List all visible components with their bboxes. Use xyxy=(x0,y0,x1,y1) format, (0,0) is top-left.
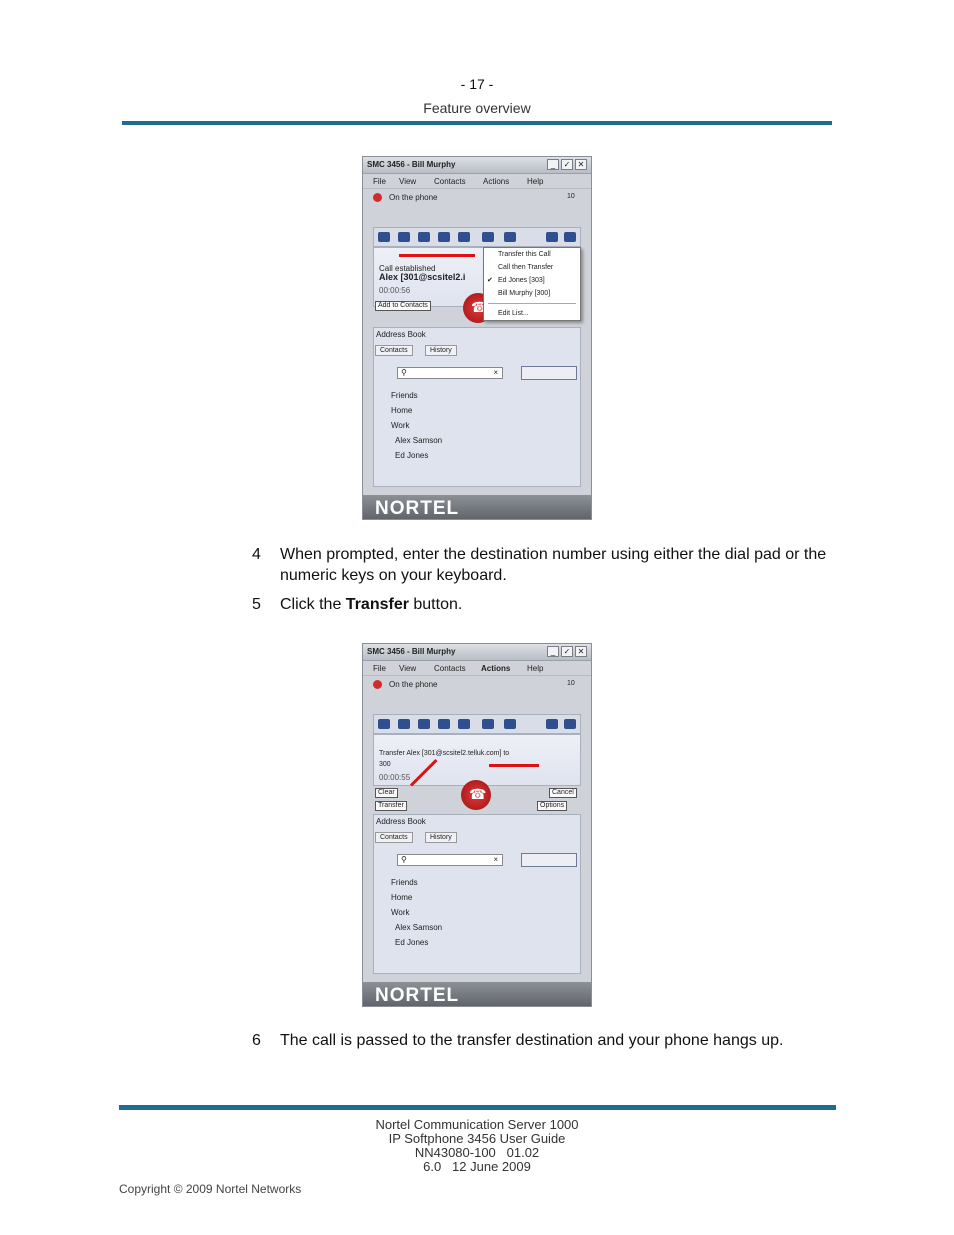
status-text[interactable]: On the phone xyxy=(389,680,438,689)
conference-icon[interactable] xyxy=(398,232,410,242)
menu-help[interactable]: Help xyxy=(527,664,544,673)
menu-actions[interactable]: Actions xyxy=(481,664,511,673)
volume-icon[interactable] xyxy=(546,719,558,729)
group-home[interactable]: Home xyxy=(391,406,413,415)
hangup-button[interactable] xyxy=(461,780,491,810)
step-5 xyxy=(252,594,842,616)
hold-icon[interactable] xyxy=(418,719,430,729)
menu-actions[interactable]: Actions xyxy=(483,177,510,186)
group-friends[interactable]: Friends xyxy=(391,391,418,400)
status-icon xyxy=(373,193,382,202)
speaker-icon[interactable] xyxy=(564,719,576,729)
keypad-icon[interactable] xyxy=(504,719,516,729)
step-number: 6 xyxy=(252,1032,261,1049)
call-timer: 00:00:56 xyxy=(379,286,411,295)
red-arrow xyxy=(399,254,475,257)
step-text: The call is passed to the transfer destination and your phone hangs up. xyxy=(280,1032,784,1049)
red-arrow xyxy=(489,764,539,767)
status-count: 10 xyxy=(567,680,575,687)
transfer-context-menu xyxy=(483,247,581,321)
group-work[interactable]: Work xyxy=(391,421,410,430)
softphone-window-2 xyxy=(362,643,592,1007)
title-bar xyxy=(363,157,591,174)
minimize-icon[interactable]: _ xyxy=(547,646,559,657)
transfer-text: Transfer Alex [301@scsitel2.telluk.com] to xyxy=(379,750,510,757)
section-title: Feature overview xyxy=(423,100,531,116)
step-6 xyxy=(252,1030,842,1052)
contact-tree xyxy=(391,878,442,953)
menu-transfer-this-call[interactable]: Transfer this Call xyxy=(498,251,551,258)
footer-line-1: Nortel Communication Server 1000 xyxy=(375,1117,579,1132)
hold-icon[interactable] xyxy=(418,232,430,242)
menu-bill-murphy[interactable]: Bill Murphy [300] xyxy=(498,290,551,297)
menu-file[interactable]: File xyxy=(373,664,386,673)
cancel-button[interactable]: Cancel xyxy=(549,788,577,798)
status-row xyxy=(363,189,591,205)
step-text xyxy=(280,594,840,615)
search-input[interactable] xyxy=(397,854,503,866)
window-title: SMC 3456 - Bill Murphy xyxy=(367,160,456,169)
call-toolbar xyxy=(373,227,581,247)
logo-bar xyxy=(363,982,592,1007)
clear-search-icon[interactable]: × xyxy=(493,855,498,864)
group-friends[interactable]: Friends xyxy=(391,878,418,887)
video-icon[interactable] xyxy=(378,719,390,729)
address-book-title: Address Book xyxy=(376,817,426,826)
contact-item[interactable]: Alex Samson xyxy=(395,436,443,445)
video-icon[interactable] xyxy=(378,232,390,242)
menu-ed-jones[interactable]: ✔ Ed Jones [303] xyxy=(484,274,580,287)
clear-search-icon[interactable]: × xyxy=(493,368,498,377)
search-input[interactable] xyxy=(397,367,503,379)
menu-file[interactable]: File xyxy=(373,177,386,186)
options-button[interactable]: Options xyxy=(537,801,567,811)
tab-history[interactable]: History xyxy=(425,345,457,356)
footer-line-2: IP Softphone 3456 User Guide xyxy=(388,1131,566,1146)
window-title: SMC 3456 - Bill Murphy xyxy=(367,647,456,656)
header-rule xyxy=(122,121,832,125)
status-count: 10 xyxy=(567,193,575,200)
call-state: Call established xyxy=(379,264,436,273)
transfer-button[interactable]: Transfer xyxy=(375,801,407,811)
tab-history[interactable]: History xyxy=(425,832,457,843)
restore-icon[interactable]: ✓ xyxy=(561,646,573,657)
address-book-title: Address Book xyxy=(376,330,426,339)
step-text-pre: Click the xyxy=(280,596,346,613)
footer-line-4: 6.0 12 June 2009 xyxy=(423,1159,531,1174)
nortel-logo: NORTEL xyxy=(375,498,460,519)
menu-contacts[interactable]: Contacts xyxy=(434,177,466,186)
menu-contacts[interactable]: Contacts xyxy=(434,664,466,673)
contact-item[interactable]: Alex Samson xyxy=(395,923,443,932)
step-text-post: button. xyxy=(408,596,463,613)
tab-contacts[interactable]: Contacts xyxy=(375,832,413,843)
status-row xyxy=(363,676,591,692)
footer-line-3: NN43080-100 01.02 xyxy=(414,1145,540,1160)
step-number: 5 xyxy=(252,596,261,613)
status-text[interactable]: On the phone xyxy=(389,193,438,202)
presence-buttons[interactable] xyxy=(521,853,577,867)
close-icon[interactable]: ✕ xyxy=(575,159,587,170)
search-icon: ⚲ xyxy=(401,368,407,377)
step-text: When prompted, enter the destination number using either the dial pad or the numeric keys on your keyboard. xyxy=(280,546,827,584)
mute-icon[interactable] xyxy=(482,232,494,242)
group-home[interactable]: Home xyxy=(391,893,413,902)
call-pane xyxy=(373,734,581,786)
group-work[interactable]: Work xyxy=(391,908,410,917)
menu-call-then-transfer[interactable]: Call then Transfer xyxy=(498,264,554,271)
contact-item[interactable]: Ed Jones xyxy=(395,451,429,460)
step-4 xyxy=(252,544,842,588)
contact-item[interactable]: Ed Jones xyxy=(395,938,429,947)
transfer-icon[interactable] xyxy=(458,719,470,729)
caller-name: Alex [301@scsitel2.i xyxy=(379,272,466,282)
restore-icon[interactable]: ✓ xyxy=(561,159,573,170)
close-icon[interactable]: ✕ xyxy=(575,646,587,657)
copyright: Copyright © 2009 Nortel Networks xyxy=(119,1182,302,1196)
add-call-icon[interactable] xyxy=(438,719,450,729)
menu-separator xyxy=(488,303,576,304)
footer-rule xyxy=(119,1105,836,1110)
menu-edit-list[interactable]: Edit List... xyxy=(498,310,529,317)
speaker-icon[interactable] xyxy=(564,232,576,242)
tab-contacts[interactable]: Contacts xyxy=(375,345,413,356)
step-text-bold: Transfer xyxy=(345,596,409,613)
add-to-contacts-button[interactable]: Add to Contacts xyxy=(375,301,431,311)
nortel-logo: NORTEL xyxy=(375,985,460,1006)
menu-bar xyxy=(363,661,591,676)
title-bar xyxy=(363,644,591,661)
presence-buttons[interactable] xyxy=(521,366,577,380)
transfer-destination: 300 xyxy=(379,761,391,768)
conference-icon[interactable] xyxy=(398,719,410,729)
page-number: - 17 - xyxy=(460,76,494,92)
status-icon xyxy=(373,680,382,689)
contact-tree xyxy=(391,391,442,466)
search-icon: ⚲ xyxy=(401,855,407,864)
menu-view[interactable]: View xyxy=(399,177,417,186)
keypad-icon[interactable] xyxy=(504,232,516,242)
footer xyxy=(0,1118,954,1174)
menu-help[interactable]: Help xyxy=(527,177,544,186)
add-call-icon[interactable] xyxy=(438,232,450,242)
step-number: 4 xyxy=(252,546,261,563)
softphone-window-1 xyxy=(362,156,592,520)
menu-bar xyxy=(363,174,591,189)
transfer-icon[interactable] xyxy=(458,232,470,242)
call-toolbar xyxy=(373,714,581,734)
menu-view[interactable]: View xyxy=(399,664,417,673)
logo-bar xyxy=(363,495,592,520)
clear-button[interactable]: Clear xyxy=(375,788,398,798)
call-timer: 00:00:55 xyxy=(379,773,411,782)
minimize-icon[interactable]: _ xyxy=(547,159,559,170)
volume-icon[interactable] xyxy=(546,232,558,242)
mute-icon[interactable] xyxy=(482,719,494,729)
